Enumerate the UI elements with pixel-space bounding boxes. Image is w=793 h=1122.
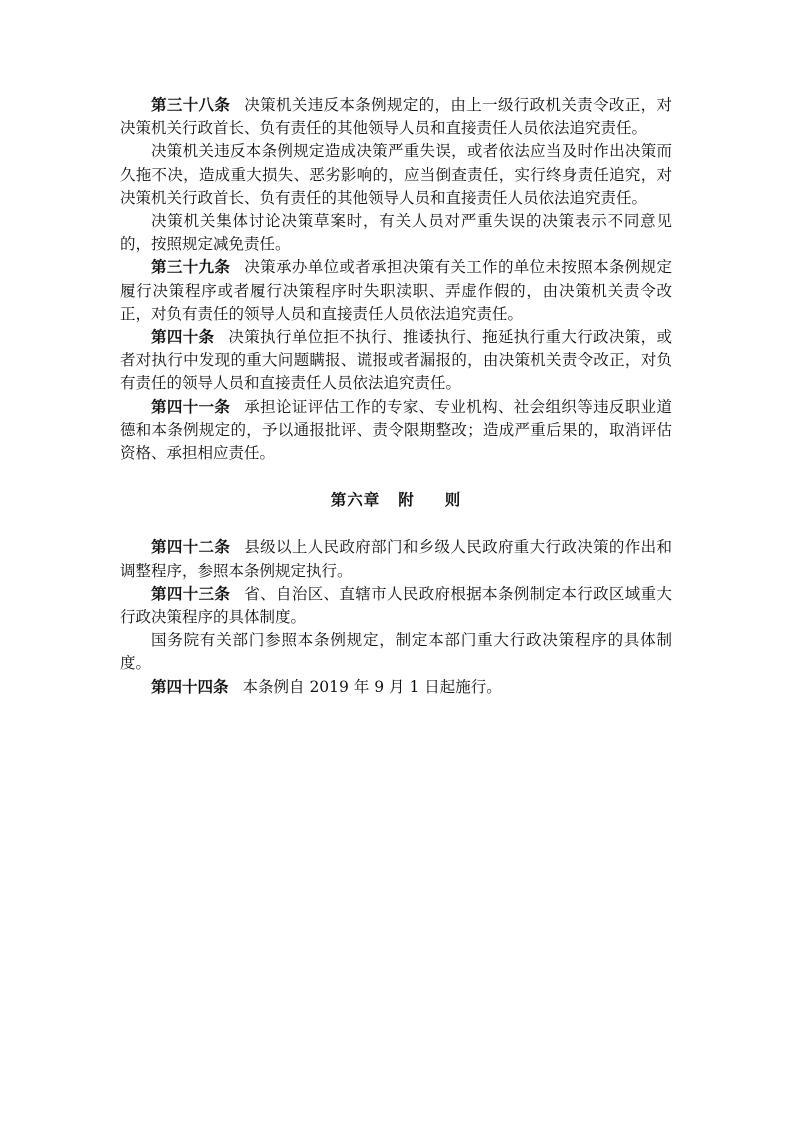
article-text: 省、自治区、直辖市人民政府根据本条例制定本行政区域重大行政决策程序的具体制度。 [120,584,672,627]
article-number: 第三十八条 [151,96,231,114]
article-41 [120,396,672,466]
article-number: 第四十二条 [151,538,231,557]
article-text: 国务院有关部门参照本条例规定，制定本部门重大行政决策程序的具体制度。 [120,631,672,673]
article-38-paragraph-2 [120,140,672,210]
article-text: 县级以上人民政府部门和乡级人民政府重大行政决策的作出和调整程序，参照本条例规定执行。 [120,538,672,580]
article-43-paragraph-2 [120,629,672,675]
article-38-paragraph-3 [120,210,672,256]
article-number: 第四十条 [151,328,215,347]
article-42 [120,536,672,582]
article-38 [120,94,672,140]
article-40 [120,326,672,396]
article-text: 决策承办单位或者承担决策有关工作的单位未按照本条例规定履行决策程序或者履行决策程序时失职渎职、弄虚作假的，由决策机关责令改正，对负有责任的领导人员和直接责任人员依法追究责任。 [120,258,672,323]
articles-bottom [120,536,672,698]
article-text: 承担论证评估工作的专家、专业机构、社会组织等违反职业道德和本条例规定的，予以通报批评、责令限期整改；造成严重后果的，取消评估资格、承担相应责任。 [120,397,672,463]
document-page [120,94,672,699]
article-text: 决策机关违反本条例规定造成决策严重失误，或者依法应当及时作出决策而久拖不决，造成重大损失、恶劣影响的，应当倒查责任，实行终身责任追究，对决策机关行政首长、负有责任的其他领导人员和直接责任人员依法追究责任。 [120,142,672,207]
chapter-number: 第六章 [330,491,381,510]
chapter-title-char-1: 附 [398,491,415,510]
article-number: 第四十四条 [151,677,229,696]
article-39 [120,256,672,326]
article-text: 本条例自 2019 年 9 月 1 日起施行。 [242,677,502,696]
chapter-heading [120,489,672,512]
article-43 [120,583,672,629]
article-text: 决策执行单位拒不执行、推诿执行、拖延执行重大行政决策，或者对执行中发现的重大问题瞒报、谎报或者漏报的，由决策机关责令改正，对负有责任的领导人员和直接责任人员依法追究责任。 [120,328,672,393]
articles-top [120,94,672,465]
chapter-title-char-2: 则 [444,491,462,510]
article-number: 第四十一条 [151,397,231,416]
article-text: 决策机关违反本条例规定的，由上一级行政机关责令改正，对决策机关行政首长、负有责任的其他领导人员和直接责任人员依法追究责任。 [120,96,672,138]
article-text: 决策机关集体讨论决策草案时，有关人员对严重失误的决策表示不同意见的，按照规定减免责任。 [120,212,672,254]
article-44 [120,676,672,699]
article-number: 第四十三条 [151,584,231,603]
article-number: 第三十九条 [151,258,231,277]
